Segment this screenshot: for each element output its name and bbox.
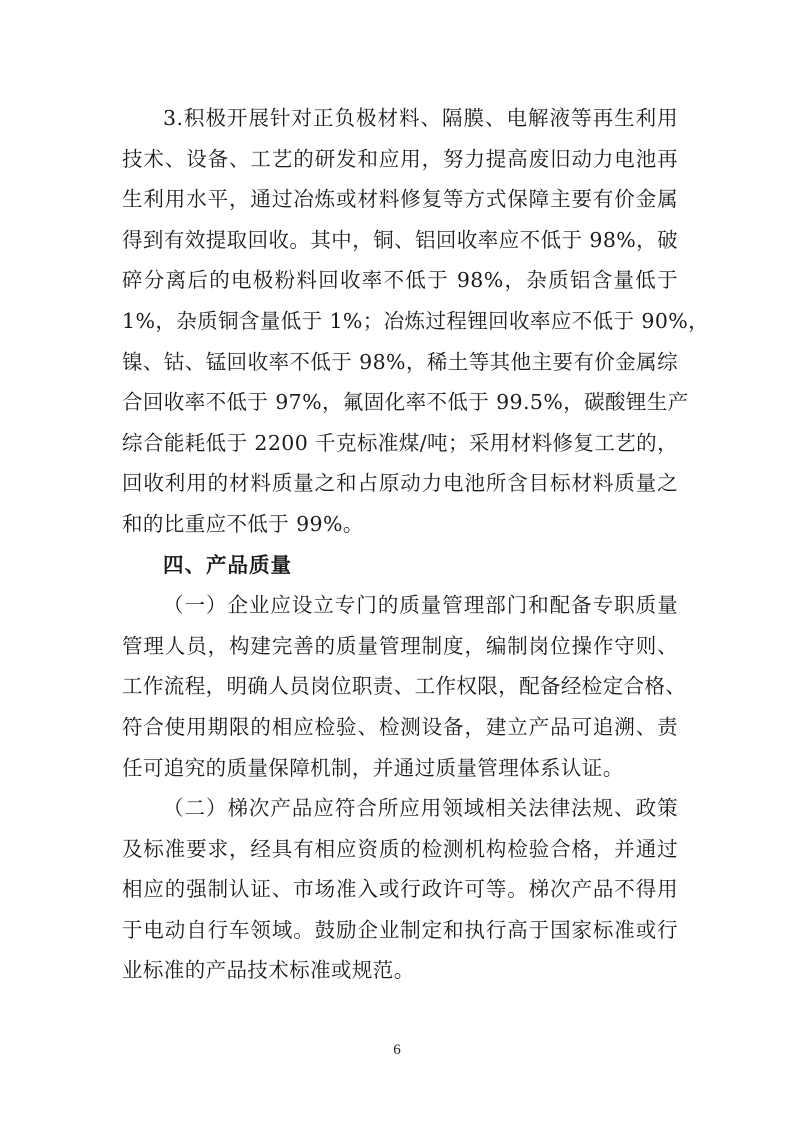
paragraph-3-line-9: 综合能耗低于 2200 千克标准煤/吨；采用材料修复工艺的，	[122, 430, 678, 455]
paragraph-2-line-2: 及标准要求，经具有相应资质的检测机构检验合格，并通过	[122, 836, 678, 861]
paragraph-3-line-5: 碎分离后的电极粉料回收率不低于 98%，杂质铝含量低于	[122, 268, 678, 293]
paragraph-3-line-2: 技术、设备、工艺的研发和应用，努力提高废旧动力电池再	[122, 146, 678, 171]
paragraph-2-line-4: 于电动自行车领域。鼓励企业制定和执行高于国家标准或行	[122, 917, 678, 942]
paragraph-1-line-3: 工作流程，明确人员岗位职责、工作权限，配备经检定合格、	[122, 674, 687, 699]
paragraph-3-line-8: 合回收率不低于 97%，氟固化率不低于 99.5%，碳酸锂生产	[122, 390, 689, 415]
paragraph-3-line-1: 3.积极开展针对正负极材料、隔膜、电解液等再生利用	[163, 106, 678, 130]
paragraph-1-line-4: 符合使用期限的相应检验、检测设备，建立产品可追溯、责	[122, 714, 678, 739]
paragraph-2-line-3: 相应的强制认证、市场准入或行政许可等。梯次产品不得用	[122, 877, 678, 902]
paragraph-3-line-11: 和的比重应不低于 99%。	[122, 511, 364, 536]
paragraph-3-line-7: 镍、钴、锰回收率不低于 98%，稀土等其他主要有价金属综	[122, 349, 678, 374]
page-number: 6	[393, 1042, 401, 1058]
section-heading-product-quality: 四、产品质量	[163, 552, 292, 577]
paragraph-3-line-4: 得到有效提取回收。其中，铜、铝回收率应不低于 98%，破	[122, 227, 678, 252]
paragraph-2-line-5: 业标准的产品技术标准或规范。	[122, 958, 415, 983]
paragraph-3-line-10: 回收利用的材料质量之和占原动力电池所含目标材料质量之	[122, 471, 678, 496]
paragraph-3-line-3: 生利用水平，通过冶炼或材料修复等方式保障主要有价金属	[122, 187, 678, 212]
paragraph-1-line-2: 管理人员，构建完善的质量管理制度，编制岗位操作守则、	[122, 633, 678, 658]
paragraph-2-line-1: （二）梯次产品应符合所应用领域相关法律法规、政策	[163, 796, 678, 821]
paragraph-1-line-1: （一）企业应设立专门的质量管理部门和配备专职质量	[163, 593, 678, 618]
paragraph-3-line-6: 1%，杂质铜含量低于 1%；冶炼过程锂回收率应不低于 90%，	[122, 308, 710, 333]
paragraph-1-line-5: 任可追究的质量保障机制，并通过质量管理体系认证。	[122, 755, 624, 780]
body-text	[122, 98, 710, 991]
